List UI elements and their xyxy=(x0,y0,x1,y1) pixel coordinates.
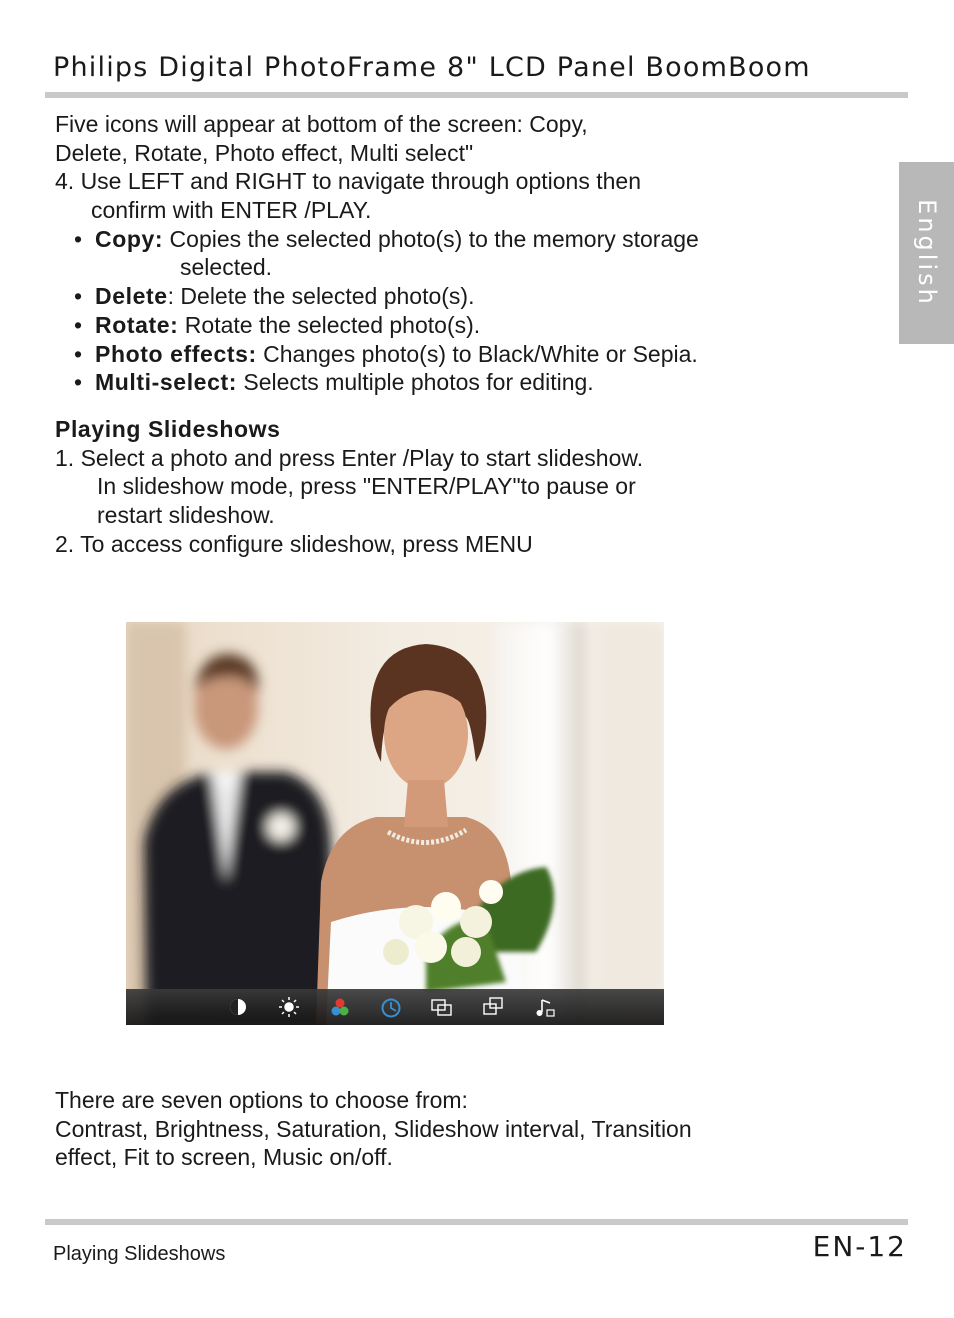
slideshow-section xyxy=(55,415,643,558)
language-tab xyxy=(899,162,954,344)
step-1-continuation: In slideshow mode, press "ENTER/PLAY"to pause or xyxy=(97,473,636,500)
slideshow-screenshot xyxy=(126,622,664,1025)
step-2-line: 2. To access configure slideshow, press MENU xyxy=(55,530,533,557)
bullet-multi-select: • Multi-select: Selects multiple photos for editing. xyxy=(74,369,594,396)
photo-toolbar xyxy=(126,989,664,1025)
bullet-text: Changes photo(s) to Black/White or Sepia. xyxy=(256,340,698,367)
step-4-line: 4. Use LEFT and RIGHT to navigate through options then xyxy=(55,168,641,195)
bullet-copy: • Copy: Copies the selected photo(s) to the memory storage xyxy=(74,225,699,252)
language-tab-label: English xyxy=(912,199,941,307)
bullet-delete: • Delete: Delete the selected photo(s). xyxy=(74,283,475,310)
bullet-term: Photo effects: xyxy=(95,340,257,367)
bullet-copy-continuation: selected. xyxy=(180,254,273,281)
bullet-term: Delete xyxy=(95,283,168,310)
options-block xyxy=(55,1086,692,1172)
page-header-title: Philips Digital PhotoFrame 8" LCD Panel BoomBoom xyxy=(53,52,811,83)
header-rule xyxy=(45,92,908,98)
bullet-term: Copy: xyxy=(95,225,164,252)
bullet-text: Rotate the selected photo(s). xyxy=(178,311,481,338)
bullet-text: Copies the selected photo(s) to the memory storage xyxy=(163,225,699,252)
bullet-rotate: • Rotate: Rotate the selected photo(s). xyxy=(74,311,481,338)
options-list: effect, Fit to screen, Music on/off. xyxy=(55,1144,393,1171)
footer-section-title: Playing Slideshows xyxy=(53,1243,226,1265)
options-intro: There are seven options to choose from: xyxy=(55,1087,468,1113)
options-list: Contrast, Brightness, Saturation, Slideshow interval, Transition xyxy=(55,1115,692,1142)
bullet-photo-effects: • Photo effects: Changes photo(s) to Black/White or Sepia. xyxy=(74,340,698,367)
step-1-line: 1. Select a photo and press Enter /Play to start slideshow. xyxy=(55,444,644,471)
step-4-continuation: confirm with ENTER /PLAY. xyxy=(91,197,372,224)
contrast-icon xyxy=(230,999,246,1015)
section-heading: Playing Slideshows xyxy=(55,416,281,442)
brightness-icon xyxy=(279,997,299,1017)
photo-illustration xyxy=(126,622,664,1025)
instructions-block xyxy=(55,110,699,397)
bullet-text: : Delete the selected photo(s). xyxy=(167,283,475,310)
intro-line: Five icons will appear at bottom of the screen: Copy, xyxy=(55,111,588,137)
footer-rule xyxy=(45,1219,908,1225)
bullet-term: Rotate: xyxy=(95,311,179,338)
page-number: EN-12 xyxy=(812,1230,907,1263)
intro-line: Delete, Rotate, Photo effect, Multi select" xyxy=(55,139,474,166)
step-1-continuation: restart slideshow. xyxy=(97,502,275,529)
bullet-term: Multi-select: xyxy=(95,369,237,396)
bullet-text: Selects multiple photos for editing. xyxy=(236,369,594,396)
